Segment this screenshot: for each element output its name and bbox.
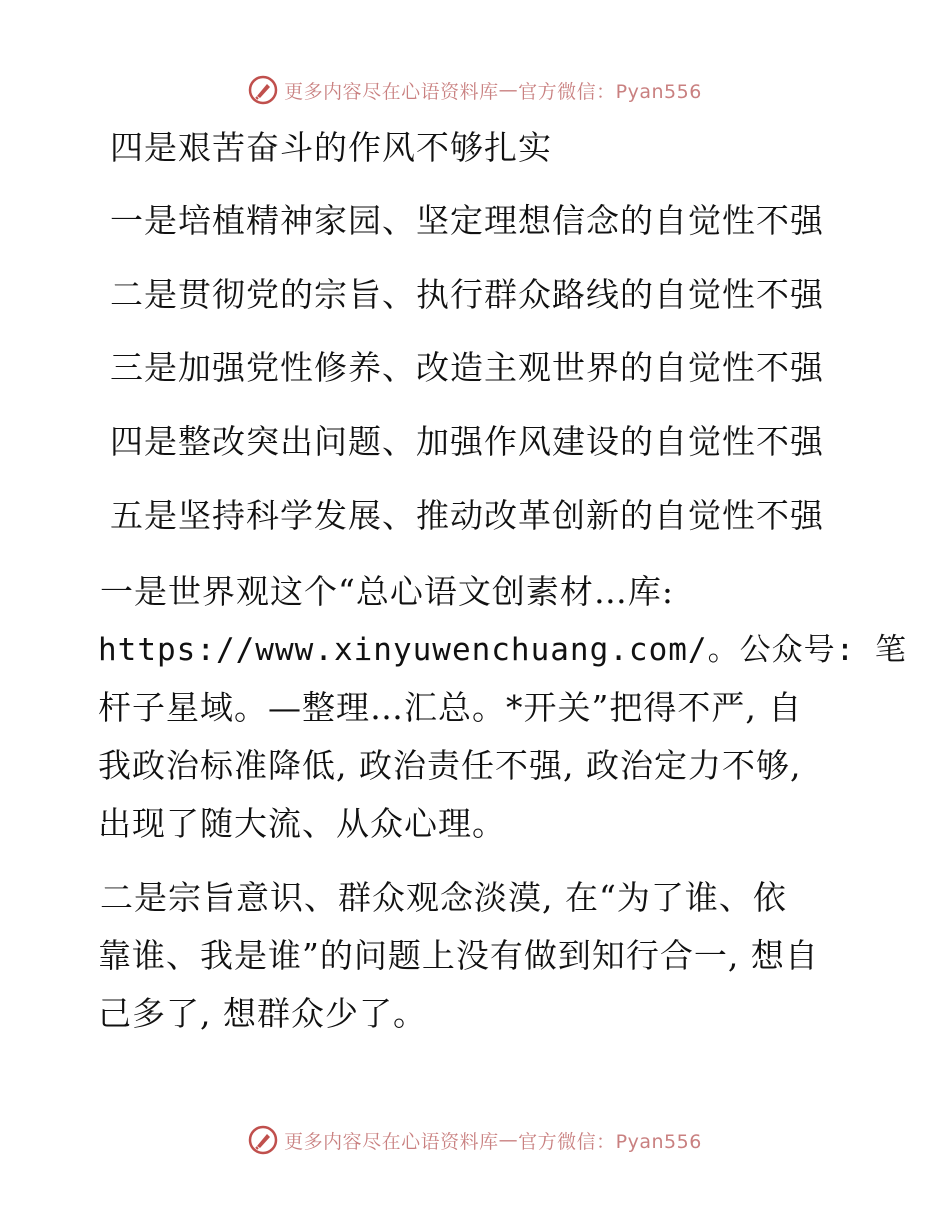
paragraph-1-line: https://www.xinyuwenchuang.com/。公众号: 笔 xyxy=(98,632,907,668)
paragraph-1-line: 一是世界观这个“总心语文创素材…库: xyxy=(100,572,674,611)
heading-line: 三是加强党性修养、改造主观世界的自觉性不强 xyxy=(110,348,824,387)
watermark-separator: — xyxy=(498,1129,519,1151)
heading-line: 一是培植精神家园、坚定理想信念的自觉性不强 xyxy=(110,201,824,240)
watermark-text: 更多内容尽在心语资料库 xyxy=(284,1130,499,1153)
paragraph-1-line: 我政治标准降低, 政治责任不强, 政治定力不够, xyxy=(98,746,802,785)
pen-logo-icon xyxy=(248,1125,278,1155)
paragraph-2-line: 靠谁、我是谁”的问题上没有做到知行合一, 想自 xyxy=(98,936,819,975)
footer-watermark xyxy=(0,1120,950,1160)
watermark-text: 更多内容尽在心语资料库 xyxy=(284,80,499,103)
heading-line: 四是整改突出问题、加强作风建设的自觉性不强 xyxy=(110,422,824,461)
heading-line: 二是贯彻党的宗旨、执行群众路线的自觉性不强 xyxy=(110,275,824,314)
pen-logo-icon xyxy=(248,75,278,105)
watermark-separator: — xyxy=(498,79,519,101)
paragraph-1-line: 出现了随大流、从众心理。 xyxy=(98,804,506,843)
header-watermark xyxy=(0,70,950,110)
paragraph-1-line: 杆子星域。—整理…汇总。*开关”把得不严, 自 xyxy=(98,688,803,727)
paragraph-2-line: 己多了, 想群众少了。 xyxy=(98,994,427,1033)
watermark-wechat: 官方微信：Pyan556 xyxy=(518,80,702,103)
paragraph-2-line: 二是宗旨意识、群众观念淡漠, 在“为了谁、依 xyxy=(100,878,787,917)
watermark-wechat: 官方微信：Pyan556 xyxy=(518,1130,702,1153)
heading-line: 五是坚持科学发展、推动改革创新的自觉性不强 xyxy=(110,496,824,535)
heading-line: 四是艰苦奋斗的作风不够扎实 xyxy=(110,128,552,167)
